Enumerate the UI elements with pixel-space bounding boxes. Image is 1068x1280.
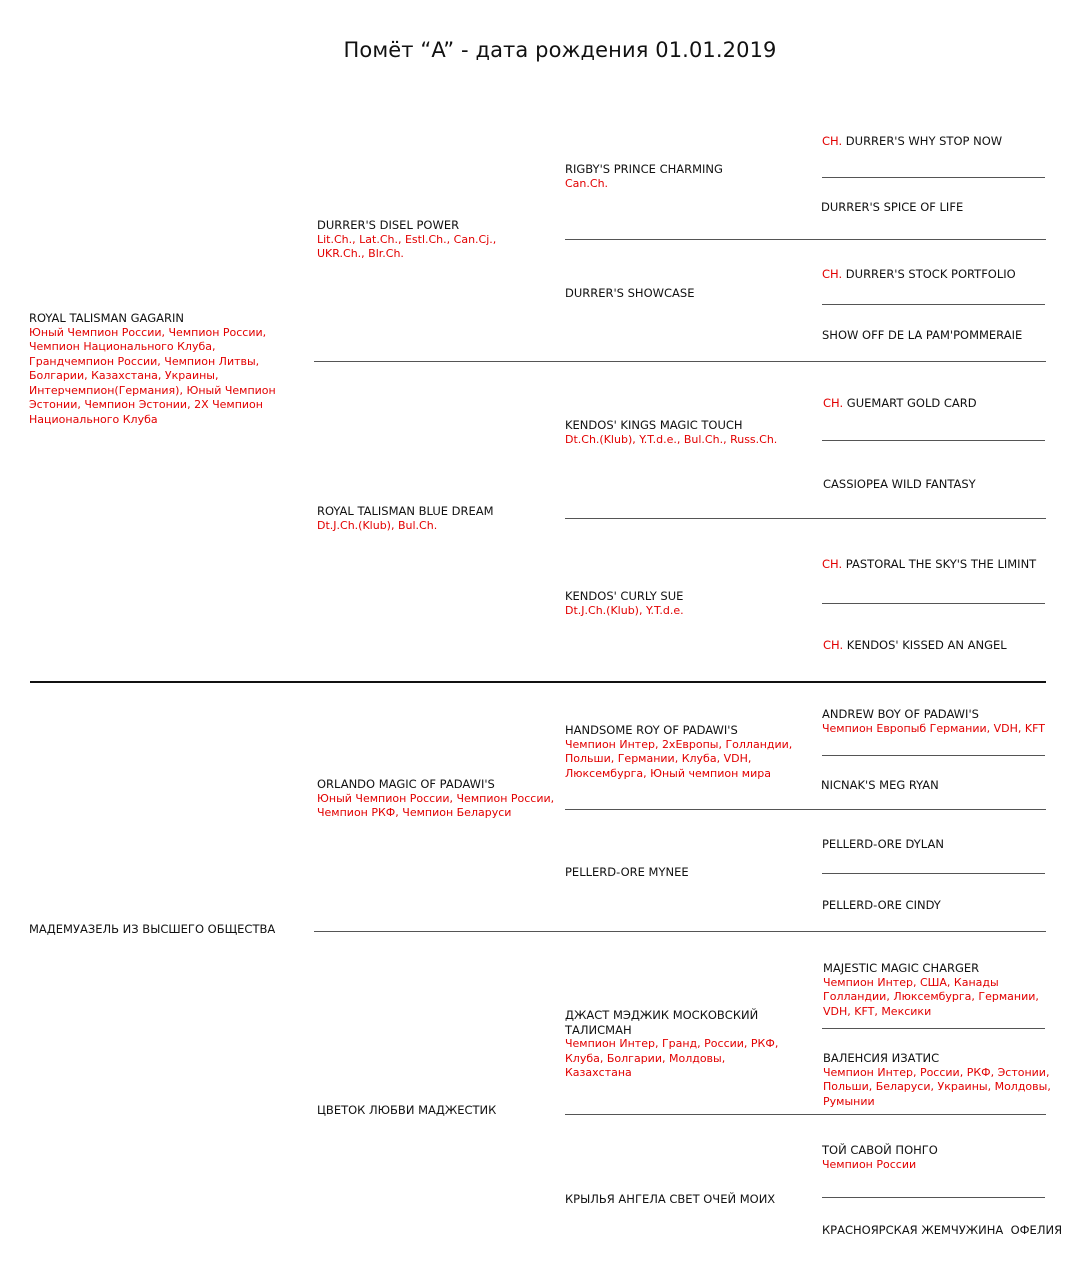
- dam-sire-titles: Юный Чемпион России, Чемпион России, Чемпион РКФ, Чемпион Беларуси: [317, 791, 555, 819]
- dam-sire-entry: [317, 777, 559, 821]
- g3-1-name: RIGBY'S PRINCE CHARMING: [565, 162, 723, 176]
- dam-entry: [29, 922, 299, 937]
- g4-1-name: DURRER'S WHY STOP NOW: [845, 134, 1003, 148]
- divider-line: [822, 440, 1045, 441]
- champion-prefix: CH.: [823, 396, 844, 410]
- divider-line: [565, 809, 1046, 810]
- sire-sire-titles: Lit.Ch., Lat.Ch., Estl.Ch., Can.Cj., UKR.Ch., Blr.Ch.: [317, 232, 497, 260]
- g3-5-entry: [565, 723, 800, 781]
- sire-dam-name: ROYAL TALISMAN BLUE DREAM: [317, 504, 494, 518]
- sire-dam-entry: [317, 504, 547, 533]
- g4-6-name: CASSIOPEA WILD FANTASY: [823, 477, 976, 491]
- g4-12-entry: [822, 898, 1047, 913]
- page-title: Помёт “A” - дата рождения 01.01.2019: [343, 38, 777, 62]
- g3-6-entry: [565, 865, 805, 880]
- g4-13-titles: Чемпион Интер, США, Канады Голландии, Люксембурга, Германии, VDH, KFT, Мексики: [823, 975, 1039, 1018]
- g4-3-entry: [822, 267, 1047, 282]
- g4-4-name: SHOW OFF DE LA PAM'POMMERAIE: [822, 328, 1023, 342]
- g3-7-entry: [565, 1008, 795, 1081]
- g3-3-name: KENDOS' KINGS MAGIC TOUCH: [565, 418, 743, 432]
- g4-14-titles: Чемпион Интер, России, РКФ, Эстонии, Польши, Беларуси, Украины, Молдовы, Румынии: [823, 1065, 1051, 1108]
- divider-line: [565, 239, 1046, 240]
- divider-line: [822, 1197, 1045, 1198]
- g4-7-name: PASTORAL THE SKY'S THE LIMINT: [845, 557, 1037, 571]
- divider-line: [822, 177, 1045, 178]
- divider-line: [822, 873, 1045, 874]
- g3-3-entry: [565, 418, 805, 447]
- g4-4-entry: [822, 328, 1047, 343]
- g4-11-entry: [822, 837, 1047, 852]
- g3-4-name: KENDOS' CURLY SUE: [565, 589, 684, 603]
- g4-8-entry: [823, 638, 1048, 653]
- g4-9-name: ANDREW BOY OF PADAWI'S: [822, 707, 979, 721]
- g3-2-entry: [565, 286, 805, 301]
- g4-1-entry: [822, 134, 1047, 149]
- g4-6-entry: [823, 477, 1048, 492]
- divider-line: [822, 603, 1045, 604]
- g3-4-titles: Dt.J.Ch.(Klub), Y.T.d.e.: [565, 603, 684, 617]
- g3-7-name: ДЖАСТ МЭДЖИК МОСКОВСКИЙ ТАЛИСМАН: [565, 1008, 759, 1037]
- g3-5-titles: Чемпион Интер, 2хЕвропы, Голландии, Польши, Германии, Клуба, VDH, Люксембурга, Юный чемпион мира: [565, 737, 793, 780]
- champion-prefix: CH.: [822, 557, 843, 571]
- g3-4-entry: [565, 589, 805, 618]
- divider-line: [565, 518, 1046, 519]
- divider-line: [314, 931, 1046, 932]
- g3-6-name: PELLERD-ORE MYNEE: [565, 865, 689, 879]
- g4-7-entry: [822, 557, 1052, 572]
- divider-line: [565, 1114, 1046, 1115]
- g3-8-name: КРЫЛЬЯ АНГЕЛА СВЕТ ОЧЕЙ МОИХ: [565, 1192, 776, 1206]
- sire-entry: [29, 311, 291, 427]
- g3-8-entry: [565, 1192, 805, 1207]
- dam-dam-entry: [317, 1103, 547, 1118]
- g4-2-entry: [821, 200, 1046, 215]
- sire-sire-entry: [317, 218, 542, 262]
- g4-9-entry: [822, 707, 1052, 736]
- divider-line: [822, 1028, 1045, 1029]
- sire-name: ROYAL TALISMAN GAGARIN: [29, 311, 184, 325]
- main-separator-line: [30, 681, 1046, 683]
- sire-dam-titles: Dt.J.Ch.(Klub), Bul.Ch.: [317, 518, 438, 532]
- champion-prefix: CH.: [822, 267, 843, 281]
- g4-10-entry: [821, 778, 1046, 793]
- sire-sire-name: DURRER'S DISEL POWER: [317, 218, 460, 232]
- g4-14-name: ВАЛЕНСИЯ ИЗАТИС: [823, 1051, 940, 1065]
- dam-sire-name: ORLANDO MAGIC OF PADAWI'S: [317, 777, 495, 791]
- g4-15-name: ТОЙ САВОЙ ПОНГО: [822, 1143, 938, 1157]
- g4-9-titles: Чемпион Европыб Германии, VDH, KFT: [822, 721, 1045, 735]
- g3-7-titles: Чемпион Интер, Гранд, России, РКФ, Клуба, Болгарии, Молдовы, Казахстана: [565, 1037, 779, 1079]
- g4-14-entry: [823, 1051, 1055, 1109]
- champion-prefix: CH.: [822, 134, 843, 148]
- divider-line: [822, 755, 1045, 756]
- g4-2-name: DURRER'S SPICE OF LIFE: [821, 200, 964, 214]
- g3-1-entry: [565, 162, 805, 191]
- g3-2-name: DURRER'S SHOWCASE: [565, 286, 695, 300]
- g4-5-name: GUEMART GOLD CARD: [846, 396, 977, 410]
- g4-13-entry: [823, 961, 1043, 1019]
- divider-line: [822, 304, 1045, 305]
- g3-1-titles: Can.Ch.: [565, 176, 609, 190]
- g4-15-entry: [822, 1143, 1047, 1172]
- champion-prefix: CH.: [823, 638, 844, 652]
- dam-name: МАДЕМУАЗЕЛЬ ИЗ ВЫСШЕГО ОБЩЕСТВА: [29, 922, 276, 936]
- g3-3-titles: Dt.Ch.(Klub), Y.T.d.e., Bul.Ch., Russ.Ch.: [565, 432, 778, 446]
- g4-13-name: MAJESTIC MAGIC CHARGER: [823, 961, 980, 975]
- g4-11-name: PELLERD-ORE DYLAN: [822, 837, 944, 851]
- dam-dam-name: ЦВЕТОК ЛЮБВИ МАДЖЕСТИК: [317, 1103, 497, 1117]
- g4-10-name: NICNAK'S MEG RYAN: [821, 778, 939, 792]
- sire-titles: Юный Чемпион России, Чемпион России, Чемпион Национального Клуба, Грандчемпион России, Чемпион Литвы, Болгарии, Казахстана, Украины, Интерчемпион(Германия), Юный Чемпион Эстонии, Чемпион Эстонии, 2Х Чемпион Национального Клуба: [29, 325, 276, 426]
- g4-12-name: PELLERD-ORE CINDY: [822, 898, 941, 912]
- g4-15-titles: Чемпион России: [822, 1157, 917, 1171]
- g3-5-name: HANDSOME ROY OF PADAWI'S: [565, 723, 738, 737]
- g4-5-entry: [823, 396, 1048, 411]
- g4-16-name: КРАСНОЯРСКАЯ ЖЕМЧУЖИНА ОФЕЛИЯ: [822, 1223, 1063, 1237]
- g4-16-entry: [822, 1223, 1062, 1238]
- g4-8-name: KENDOS' KISSED AN ANGEL: [846, 638, 1007, 652]
- g4-3-name: DURRER'S STOCK PORTFOLIO: [845, 267, 1016, 281]
- divider-line: [314, 361, 1046, 362]
